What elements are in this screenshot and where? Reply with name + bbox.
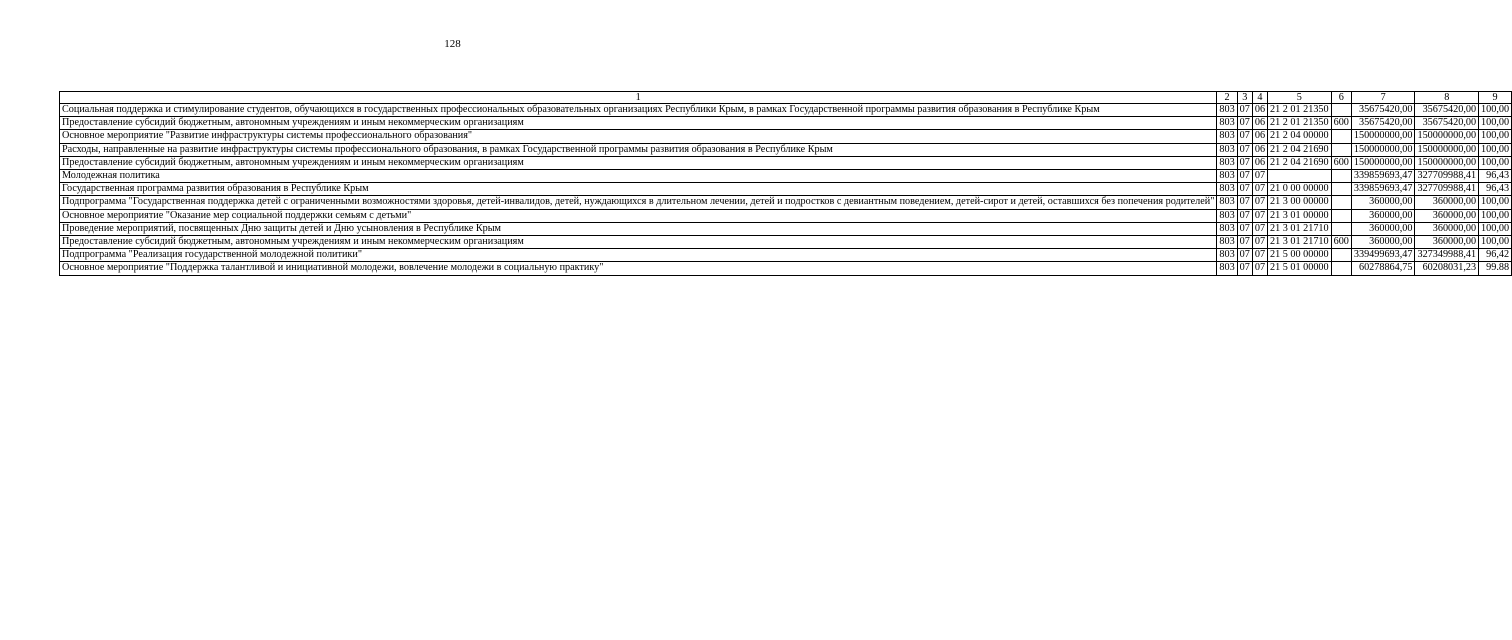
section-code-cell: 07: [1237, 183, 1252, 196]
section-code-cell: 07: [1237, 143, 1252, 156]
percent-cell: 100,00: [1479, 117, 1512, 130]
target-code-cell: 21 3 01 00000: [1268, 209, 1332, 222]
actual-amount-cell: 360000,00: [1415, 222, 1479, 235]
table-row: [60, 130, 1512, 143]
ministry-code-cell: 803: [1217, 209, 1237, 222]
table-row: [60, 222, 1512, 235]
planned-amount-cell: 360000,00: [1351, 196, 1415, 209]
row-name-cell: Подпрограмма "Государственная поддержка детей с ограниченными возможностями здоровья, детей-инвалидов, детей, нуждающихся в длительном лечении, детей и подростков с девиантным поведением, детей-сирот и детей, оставшихся без попечения родителей": [60, 196, 1217, 209]
subsection-code-cell: 06: [1252, 156, 1267, 169]
subsection-code-cell: 07: [1252, 183, 1267, 196]
row-name-cell: Основное мероприятие "Развитие инфраструктуры системы профессионального образования": [60, 130, 1217, 143]
subsection-code-cell: 07: [1252, 249, 1267, 262]
ministry-code-cell: 803: [1217, 236, 1237, 249]
section-code-cell: 07: [1237, 117, 1252, 130]
header-cell: 1: [60, 92, 1217, 104]
header-cell: 4: [1252, 92, 1267, 104]
table-row: [60, 170, 1512, 183]
table-row: [60, 156, 1512, 169]
section-code-cell: 07: [1237, 262, 1252, 275]
header-row: [60, 92, 1512, 104]
expense-type-cell: 600: [1331, 156, 1351, 169]
table-row: [60, 262, 1512, 275]
table-row: [60, 196, 1512, 209]
target-code-cell: [1268, 170, 1332, 183]
actual-amount-cell: 327709988,41: [1415, 183, 1479, 196]
percent-cell: 100,00: [1479, 143, 1512, 156]
budget-table: [59, 91, 1512, 276]
section-code-cell: 07: [1237, 209, 1252, 222]
target-code-cell: 21 5 01 00000: [1268, 262, 1332, 275]
planned-amount-cell: 360000,00: [1351, 209, 1415, 222]
expense-type-cell: [1331, 104, 1351, 117]
actual-amount-cell: 150000000,00: [1415, 130, 1479, 143]
planned-amount-cell: 150000000,00: [1351, 156, 1415, 169]
subsection-code-cell: 06: [1252, 130, 1267, 143]
expense-type-cell: [1331, 196, 1351, 209]
section-code-cell: 07: [1237, 249, 1252, 262]
target-code-cell: 21 2 01 21350: [1268, 104, 1332, 117]
subsection-code-cell: 07: [1252, 209, 1267, 222]
section-code-cell: 07: [1237, 170, 1252, 183]
table-row: [60, 104, 1512, 117]
row-name-cell: Подпрограмма "Реализация государственной молодежной политики": [60, 249, 1217, 262]
table-row: [60, 209, 1512, 222]
table-row: [60, 249, 1512, 262]
actual-amount-cell: 327349988,41: [1415, 249, 1479, 262]
row-name-cell: Предоставление субсидий бюджетным, автономным учреждениям и иным некоммерческим организациям: [60, 156, 1217, 169]
percent-cell: 100,00: [1479, 130, 1512, 143]
ministry-code-cell: 803: [1217, 104, 1237, 117]
percent-cell: 100,00: [1479, 156, 1512, 169]
ministry-code-cell: 803: [1217, 262, 1237, 275]
expense-type-cell: [1331, 130, 1351, 143]
section-code-cell: 07: [1237, 130, 1252, 143]
planned-amount-cell: 60278864,75: [1351, 262, 1415, 275]
expense-type-cell: [1331, 262, 1351, 275]
header-cell: 3: [1237, 92, 1252, 104]
header-cell: 5: [1268, 92, 1332, 104]
section-code-cell: 07: [1237, 222, 1252, 235]
subsection-code-cell: 06: [1252, 104, 1267, 117]
planned-amount-cell: 339859693,47: [1351, 170, 1415, 183]
header-cell: 8: [1415, 92, 1479, 104]
subsection-code-cell: 07: [1252, 196, 1267, 209]
subsection-code-cell: 07: [1252, 262, 1267, 275]
planned-amount-cell: 360000,00: [1351, 236, 1415, 249]
planned-amount-cell: 35675420,00: [1351, 117, 1415, 130]
actual-amount-cell: 327709988,41: [1415, 170, 1479, 183]
percent-cell: 96,42: [1479, 249, 1512, 262]
row-name-cell: Социальная поддержка и стимулирование студентов, обучающихся в государственных профессиональных образовательных организациях Республики Крым, в рамках Государственной программы развития образования в Республике Крым: [60, 104, 1217, 117]
actual-amount-cell: 360000,00: [1415, 209, 1479, 222]
target-code-cell: 21 2 04 21690: [1268, 156, 1332, 169]
expense-type-cell: 600: [1331, 117, 1351, 130]
target-code-cell: 21 2 04 21690: [1268, 143, 1332, 156]
row-name-cell: Государственная программа развития образования в Республике Крым: [60, 183, 1217, 196]
ministry-code-cell: 803: [1217, 249, 1237, 262]
table-row: [60, 117, 1512, 130]
expense-type-cell: [1331, 209, 1351, 222]
actual-amount-cell: 360000,00: [1415, 196, 1479, 209]
target-code-cell: 21 2 04 00000: [1268, 130, 1332, 143]
percent-cell: 100,00: [1479, 104, 1512, 117]
planned-amount-cell: 150000000,00: [1351, 130, 1415, 143]
header-cell: 7: [1351, 92, 1415, 104]
ministry-code-cell: 803: [1217, 130, 1237, 143]
target-code-cell: 21 0 00 00000: [1268, 183, 1332, 196]
actual-amount-cell: 360000,00: [1415, 236, 1479, 249]
percent-cell: 100,00: [1479, 209, 1512, 222]
row-name-cell: Проведение мероприятий, посвященных Дню защиты детей и Дню усыновления в Республике Крым: [60, 222, 1217, 235]
subsection-code-cell: 07: [1252, 236, 1267, 249]
planned-amount-cell: 360000,00: [1351, 222, 1415, 235]
ministry-code-cell: 803: [1217, 196, 1237, 209]
expense-type-cell: [1331, 249, 1351, 262]
section-code-cell: 07: [1237, 236, 1252, 249]
percent-cell: 100,00: [1479, 196, 1512, 209]
row-name-cell: Молодежная политика: [60, 170, 1217, 183]
row-name-cell: Основное мероприятие "Поддержка талантливой и инициативной молодежи, вовлечение молодежи в социальную практику": [60, 262, 1217, 275]
subsection-code-cell: 06: [1252, 143, 1267, 156]
subsection-code-cell: 06: [1252, 117, 1267, 130]
subsection-code-cell: 07: [1252, 222, 1267, 235]
section-code-cell: 07: [1237, 196, 1252, 209]
row-name-cell: Основное мероприятие "Оказание мер социальной поддержки семьям с детьми": [60, 209, 1217, 222]
target-code-cell: 21 3 01 21710: [1268, 236, 1332, 249]
target-code-cell: 21 5 00 00000: [1268, 249, 1332, 262]
percent-cell: 96,43: [1479, 170, 1512, 183]
actual-amount-cell: 35675420,00: [1415, 117, 1479, 130]
target-code-cell: 21 2 01 21350: [1268, 117, 1332, 130]
ministry-code-cell: 803: [1217, 156, 1237, 169]
expense-type-cell: 600: [1331, 236, 1351, 249]
table-row: [60, 236, 1512, 249]
ministry-code-cell: 803: [1217, 117, 1237, 130]
row-name-cell: Предоставление субсидий бюджетным, автономным учреждениям и иным некоммерческим организациям: [60, 236, 1217, 249]
percent-cell: 96,43: [1479, 183, 1512, 196]
actual-amount-cell: 60208031,23: [1415, 262, 1479, 275]
target-code-cell: 21 3 00 00000: [1268, 196, 1332, 209]
percent-cell: 100,00: [1479, 222, 1512, 235]
expense-type-cell: [1331, 170, 1351, 183]
page-number: 128: [444, 38, 461, 50]
ministry-code-cell: 803: [1217, 170, 1237, 183]
ministry-code-cell: 803: [1217, 222, 1237, 235]
planned-amount-cell: 150000000,00: [1351, 143, 1415, 156]
header-cell: 6: [1331, 92, 1351, 104]
ministry-code-cell: 803: [1217, 143, 1237, 156]
planned-amount-cell: 339499693,47: [1351, 249, 1415, 262]
row-name-cell: Расходы, направленные на развитие инфраструктуры системы профессионального образования, в рамках Государственной программы развития образования в Республике Крым: [60, 143, 1217, 156]
actual-amount-cell: 150000000,00: [1415, 143, 1479, 156]
subsection-code-cell: 07: [1252, 170, 1267, 183]
table-row: [60, 143, 1512, 156]
actual-amount-cell: 35675420,00: [1415, 104, 1479, 117]
target-code-cell: 21 3 01 21710: [1268, 222, 1332, 235]
percent-cell: 99.88: [1479, 262, 1512, 275]
planned-amount-cell: 339859693,47: [1351, 183, 1415, 196]
ministry-code-cell: 803: [1217, 183, 1237, 196]
section-code-cell: 07: [1237, 104, 1252, 117]
header-cell: 2: [1217, 92, 1237, 104]
expense-type-cell: [1331, 183, 1351, 196]
section-code-cell: 07: [1237, 156, 1252, 169]
expense-type-cell: [1331, 143, 1351, 156]
planned-amount-cell: 35675420,00: [1351, 104, 1415, 117]
row-name-cell: Предоставление субсидий бюджетным, автономным учреждениям и иным некоммерческим организациям: [60, 117, 1217, 130]
expense-type-cell: [1331, 222, 1351, 235]
table-row: [60, 183, 1512, 196]
percent-cell: 100,00: [1479, 236, 1512, 249]
actual-amount-cell: 150000000,00: [1415, 156, 1479, 169]
header-cell: 9: [1479, 92, 1512, 104]
